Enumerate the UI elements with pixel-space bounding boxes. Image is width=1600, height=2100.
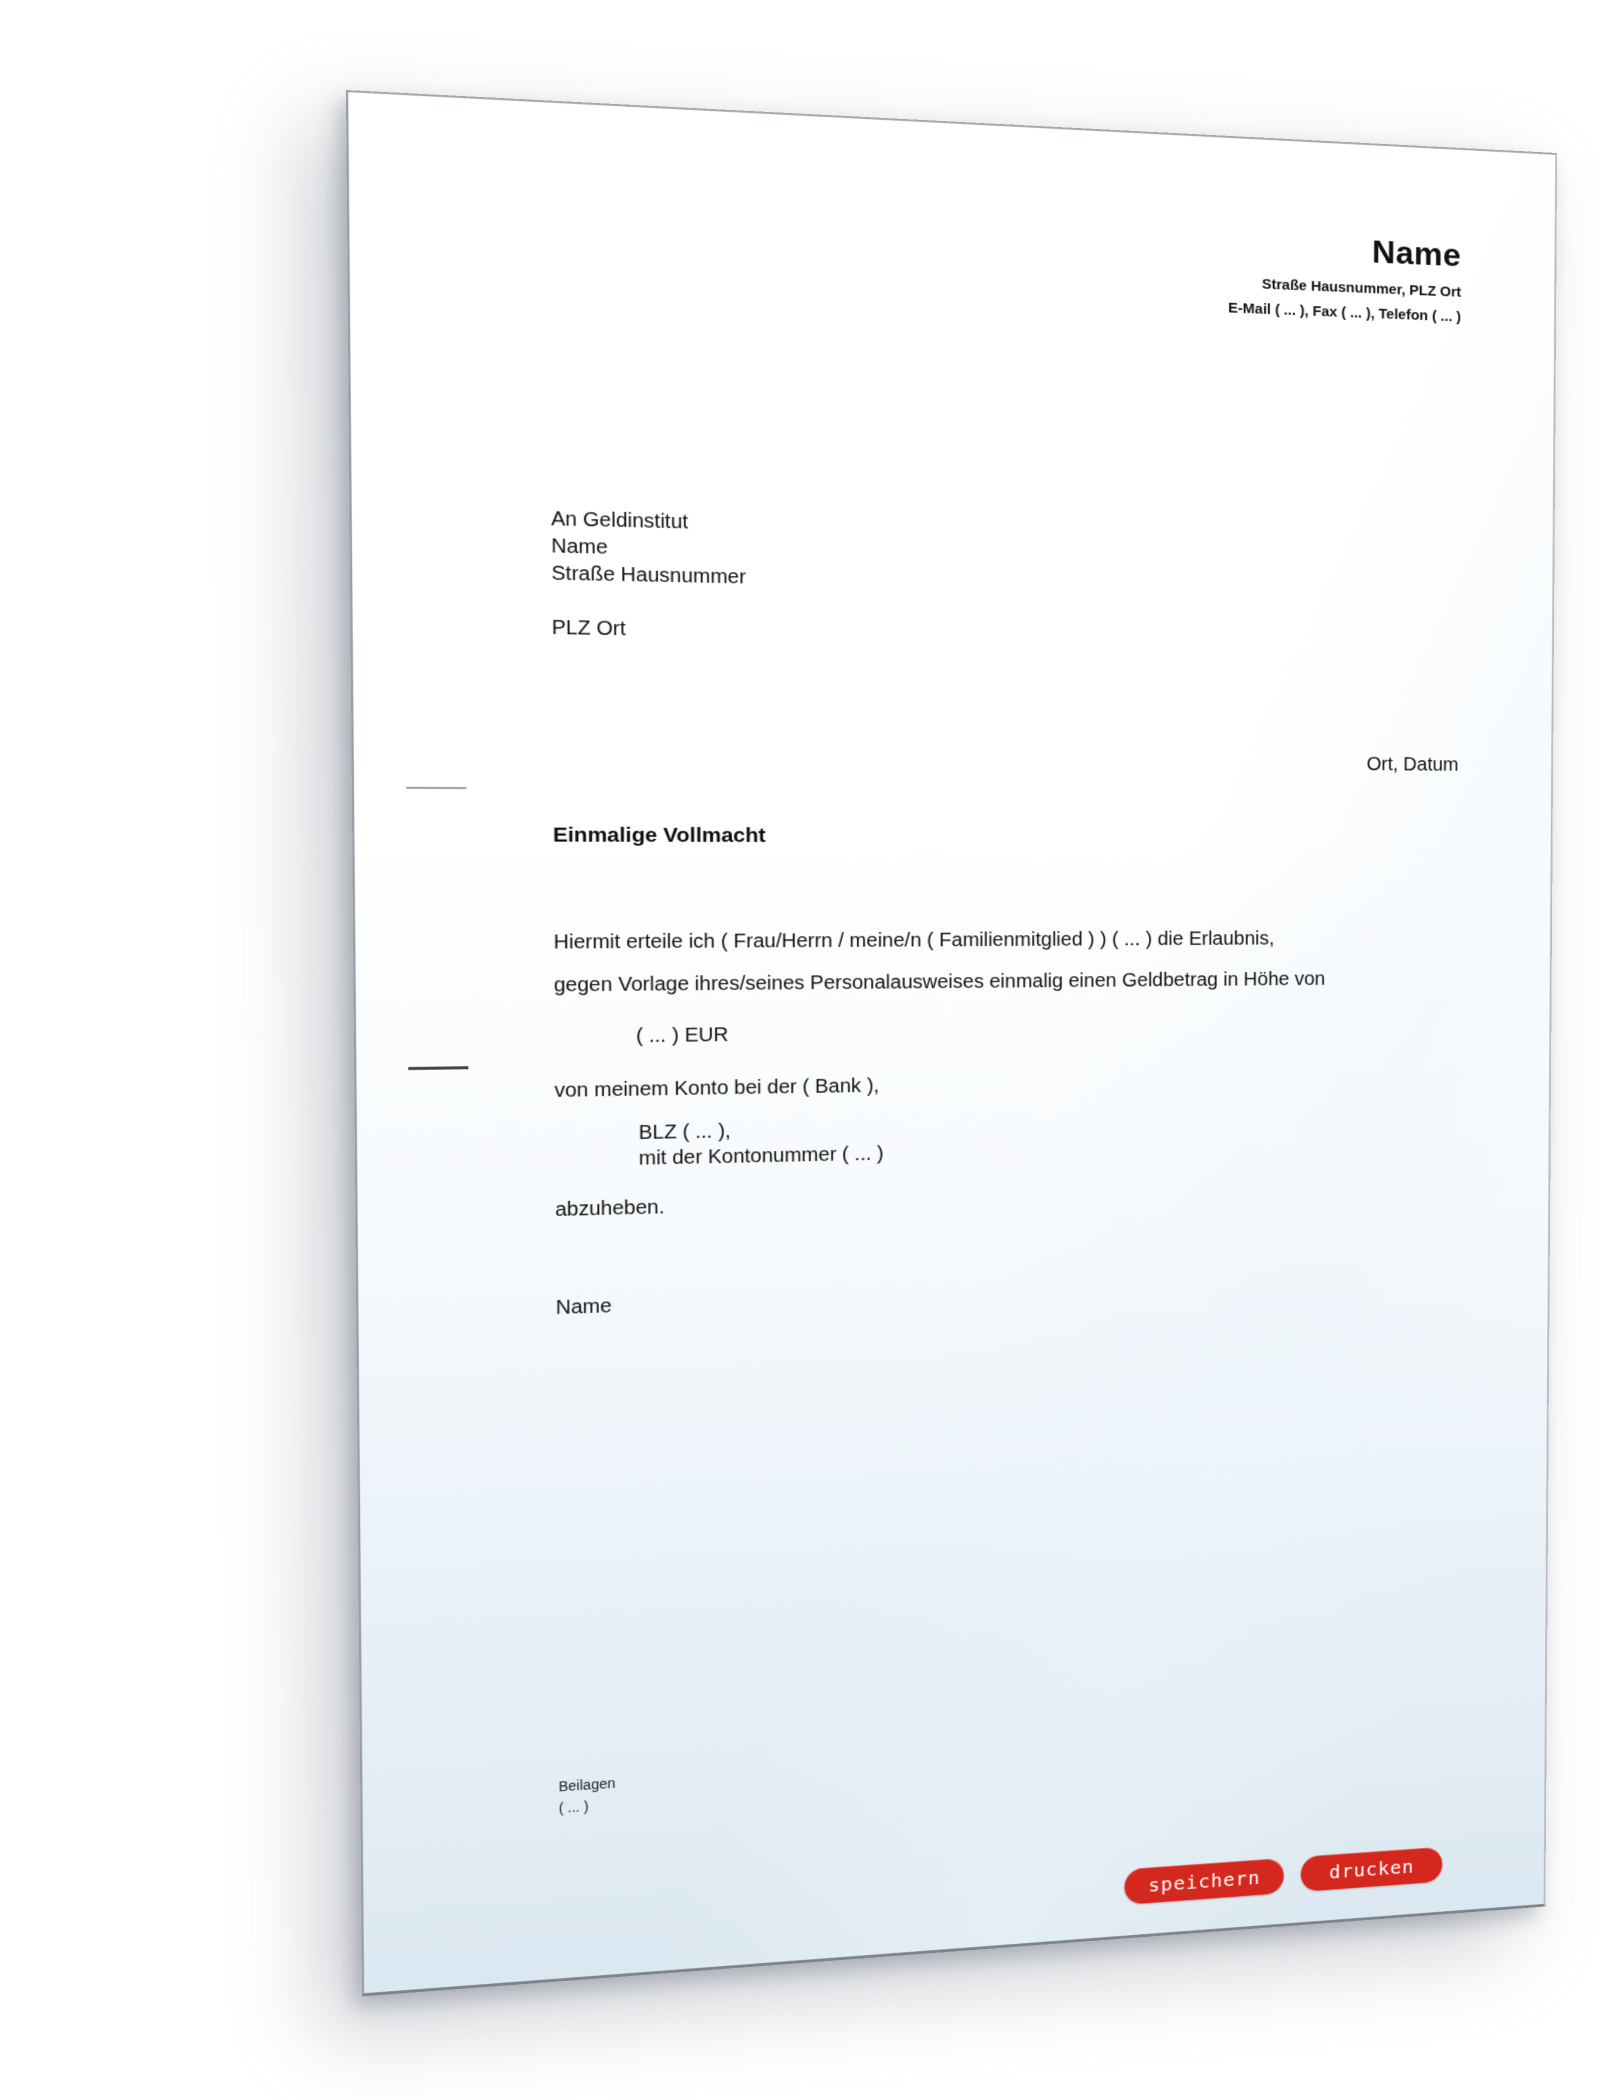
body-paragraph-2: gegen Vorlage ihres/seines Personalausweises einmalig einen Geldbetrag in Höhe von: [553, 968, 1326, 997]
body-account-number: mit der Kontonummer ( ... ): [638, 1143, 884, 1170]
date-line: Ort, Datum: [1366, 754, 1459, 776]
body-paragraph-1: Hiermit erteile ich ( Frau/Herrn / meine/n ( Familienmitglied ) ) ( ... ) die Erlaubnis,: [553, 928, 1275, 954]
body-paragraph-3: von meinem Konto bei der ( Bank ),: [554, 1075, 880, 1102]
recipient-block: [551, 506, 746, 645]
recipient-line: Straße Hausnummer: [551, 562, 747, 589]
fold-mark-top: [406, 787, 466, 789]
document-page: [346, 90, 1557, 1996]
recipient-line: Name: [551, 535, 608, 559]
save-button[interactable]: speichern: [1124, 1858, 1283, 1905]
sender-name: Name: [1371, 233, 1462, 274]
sender-address-line: Straße Hausnummer, PLZ Ort: [1261, 276, 1462, 301]
body-paragraph-4: abzuheben.: [555, 1196, 665, 1221]
sender-address: [1228, 271, 1461, 331]
print-button[interactable]: drucken: [1301, 1847, 1443, 1892]
body-blz: BLZ ( ... ),: [638, 1120, 731, 1144]
fold-mark-middle: [408, 1066, 468, 1070]
sender-block: [1228, 227, 1461, 330]
sender-contact-line: E-Mail ( ... ), Fax ( ... ), Telefon ( ... ): [1228, 300, 1462, 326]
attachments-value: ( ... ): [558, 1797, 589, 1816]
recipient-line: PLZ Ort: [551, 616, 626, 641]
recipient-line: An Geldinstitut: [551, 508, 689, 534]
body-amount: ( ... ) EUR: [636, 1024, 729, 1048]
recipient-gap: [552, 588, 747, 618]
attachments-block: [559, 1773, 616, 1819]
attachments-label: Beilagen: [558, 1775, 616, 1795]
signature-name: Name: [555, 1295, 612, 1319]
subject-line: Einmalige Vollmacht: [552, 823, 766, 847]
